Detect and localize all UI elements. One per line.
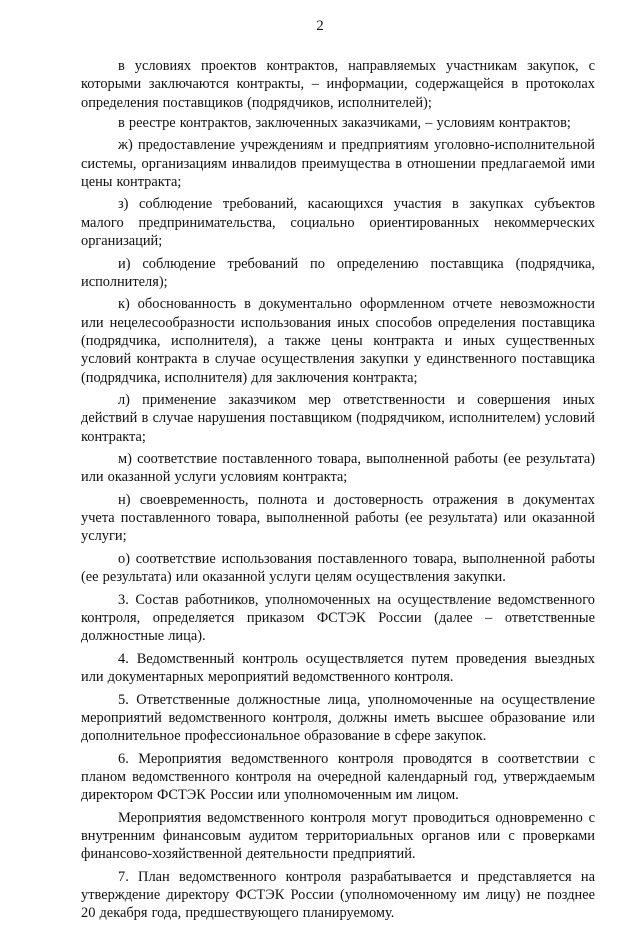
paragraph-item-l: л) применение заказчиком мер ответственности и совершения иных действий в случае нарушения поставщиком (подрядчиком, исполнителем) условий контракта; (81, 391, 595, 445)
paragraph-item-i: и) соблюдение требований по определению поставщика (подрядчика, исполнителя); (81, 255, 595, 290)
paragraph-contract-registry: в реестре контрактов, заключенных заказчиками, – условиям контрактов; (118, 114, 571, 131)
document-body (81, 57, 595, 927)
paragraph-section-6-continued: Мероприятия ведомственного контроля могут проводиться одновременно с внутренним финансовым аудитом территориальных органов или с проверками финансово-хозяйственной деятельности предприятий. (81, 809, 595, 863)
paragraph-item-o: о) соответствие использования поставленного товара, выполненной работы (ее результата) или оказанной услуги целям осуществления закупки. (81, 550, 595, 586)
paragraph-item-n: н) своевременность, полнота и достоверность отражения в документах учета поставленного товара, выполненной работы (ее результата) или оказанной услуги; (81, 491, 595, 545)
paragraph-item-z: з) соблюдение требований, касающихся участия в закупках субъектов малого предпринимательства, социально ориентированных некоммерческих организаций; (81, 196, 595, 250)
paragraph-conditions-projects: в условиях проектов контрактов, направляемых участникам закупок, с которыми заключаются контракты, – информации, содержащейся в протоколах определения поставщиков (подрядчиков, исполнителей); (81, 58, 595, 111)
page-number: 2 (316, 18, 324, 34)
paragraph-item-m: м) соответствие поставленного товара, выполненной работы (ее результата) или оказанной услуги условиям контракта; (81, 451, 595, 486)
paragraph-section-7: 7. План ведомственного контроля разрабатывается и представляется на утверждение директору ФСТЭК России (уполномоченному им лицу) не позднее 20 декабря года, предшествующего планируемому. (81, 868, 595, 922)
paragraph-section-3: 3. Состав работников, уполномоченных на осуществление ведомственного контроля, определяется приказом ФСТЭК России (далее – ответственные должностные лица). (81, 591, 595, 645)
paragraph-item-zh: ж) предоставление учреждениям и предприятиям уголовно-исполнительной системы, организациям инвалидов преимущества в отношении предлагаемой ими цены контракта; (81, 137, 595, 190)
paragraph-section-5: 5. Ответственные должностные лица, уполномоченные на осуществление мероприятий ведомственного контроля, должны иметь высшее образование или дополнительное профессиональное образование в сфере закупок. (81, 691, 595, 745)
paragraph-section-6: 6. Мероприятия ведомственного контроля проводятся в соответствии с планом ведомственного контроля на очередной календарный год, утверждаемым директором ФСТЭК России или уполномоченным им лицом. (81, 750, 595, 804)
paragraph-section-4: 4. Ведомственный контроль осуществляется путем проведения выездных или документарных мероприятий ведомственного контроля. (81, 650, 595, 686)
paragraph-item-k: к) обоснованность в документально оформленном отчете невозможности или нецелесообразности использования иных способов определения поставщика (подрядчика, исполнителя), а также цены контракта и иных существенных условий контракта в случае осуществления закупки у единственного поставщика (подрядчика, исполнителя) для заключения контракта; (81, 296, 595, 386)
